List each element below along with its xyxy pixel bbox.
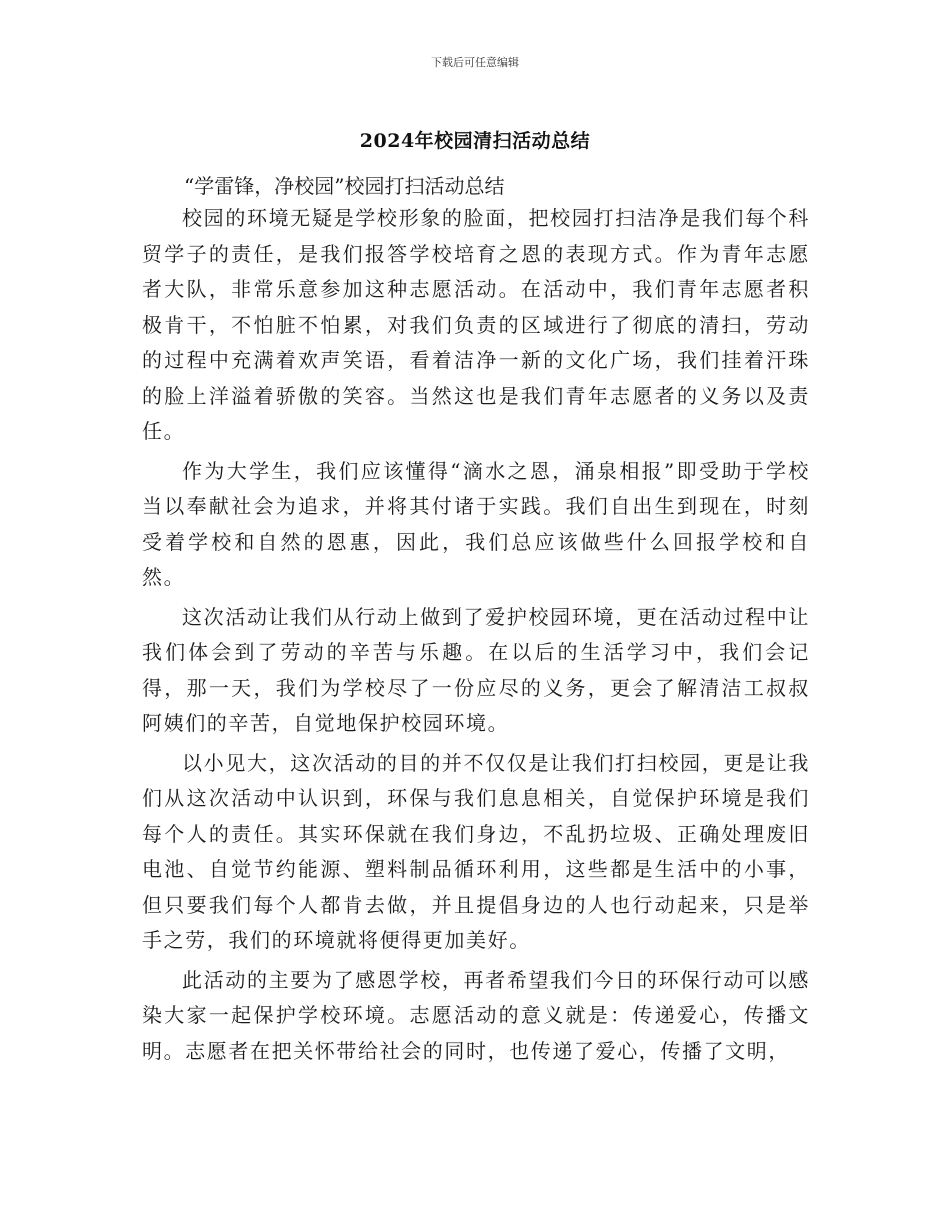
paragraph-2: 作为大学生，我们应该懂得“滴水之恩，涌泉相报”即受助于学校当以奉献社会为追求，并将其付诸于实践。我们自出生到现在，时刻受着学校和自然的恩惠，因此，我们总应该做些什么回报学校和自然。 [142, 458, 810, 589]
document-body [142, 172, 810, 1069]
paragraph-4: 以小见大，这次活动的目的并不仅仅是让我们打扫校园，更是让我们从这次活动中认识到，环保与我们息息相关，自觉保护环境是我们每个人的责任。其实环保就在我们身边，不乱扔垃圾、正确处理废旧电池、自觉节约能源、塑料制品循环利用，这些都是生活中的小事，但只要我们每个人都肯去做，并且提倡身边的人也行动起来，只是举手之劳，我们的环境就将便得更加美好。 [142, 750, 810, 952]
paragraph-5: 此活动的主要为了感恩学校，再者希望我们今日的环保行动可以感染大家一起保护学校环境。志愿活动的意义就是：传递爱心，传播文明。志愿者在把关怀带给社会的同时，也传递了爱心，传播了文明， [142, 967, 810, 1063]
document-title: 2024年校园清扫活动总结 [359, 130, 591, 152]
paragraph-1: 校园的环境无疑是学校形象的脸面，把校园打扫洁净是我们每个科贸学子的责任，是我们报答学校培育之恩的表现方式。作为青年志愿者大队，非常乐意参加这种志愿活动。在活动中，我们青年志愿者积极肯干，不怕脏不怕累，对我们负责的区域进行了彻底的清扫，劳动的过程中充满着欢声笑语，看着洁净一新的文化广场，我们挂着汗珠的脸上洋溢着骄傲的笑容。当然这也是我们青年志愿者的义务以及责任。 [142, 206, 810, 443]
page-header-note: 下载后可任意编辑 [431, 56, 519, 69]
paragraph-3: 这次活动让我们从行动上做到了爱护校园环境，更在活动过程中让我们体会到了劳动的辛苦与乐趣。在以后的生活学习中，我们会记得，那一天，我们为学校尽了一份应尽的义务，更会了解清洁工叔叔阿姨们的辛苦，自觉地保护校园环境。 [142, 604, 810, 735]
document-subtitle: “学雷锋，净校园”校园打扫活动总结 [184, 174, 505, 198]
